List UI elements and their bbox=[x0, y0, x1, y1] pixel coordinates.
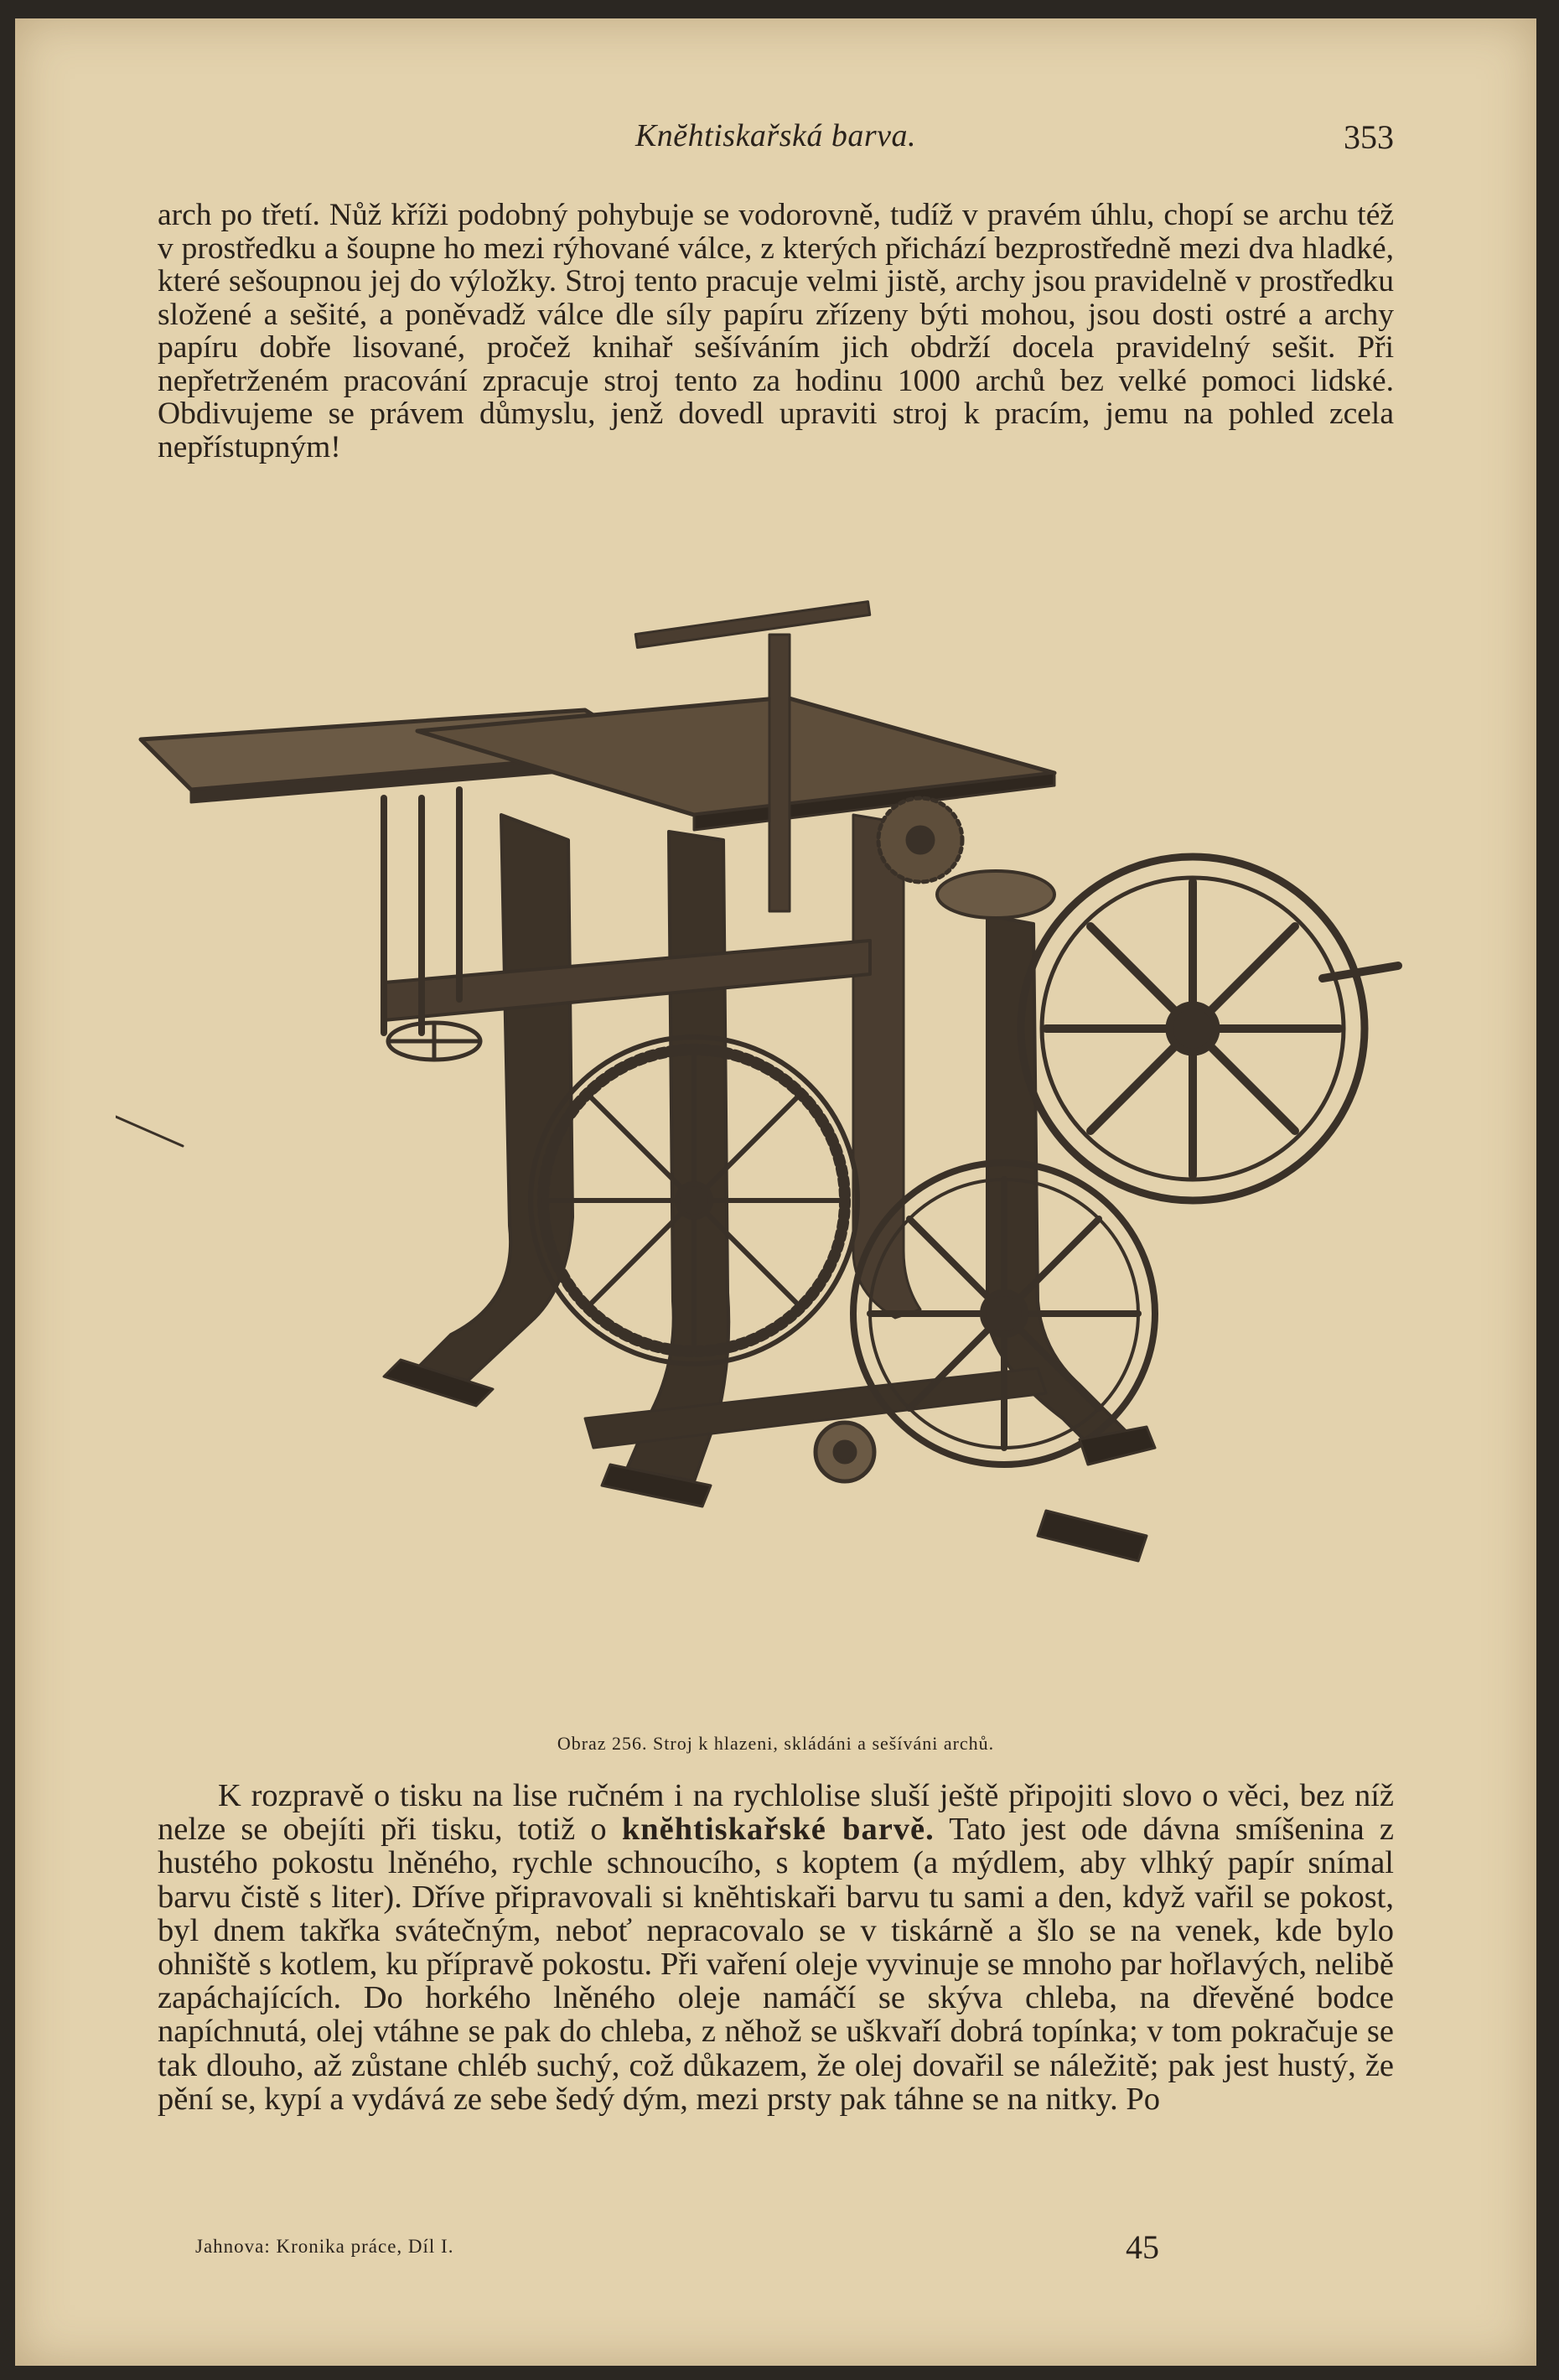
large-flywheel bbox=[1021, 857, 1365, 1200]
top-rod bbox=[635, 602, 870, 648]
running-title: Knĕhtiskařská barva. bbox=[634, 118, 917, 153]
main-paragraph bbox=[158, 1779, 1394, 2116]
figure-caption: Obraz 256. Stroj k hlazeni, skládáni a sešíváni archů. bbox=[557, 1733, 995, 1754]
frame-left-leg bbox=[417, 815, 572, 1381]
upper-gear bbox=[878, 798, 962, 882]
small-hand-wheel bbox=[388, 1023, 480, 1060]
book-page bbox=[15, 18, 1536, 2366]
frame-center-leg bbox=[627, 832, 728, 1481]
paragraph-text-start: K rozpravě o tisku na lise ručném i na rychlolise sluší ještě připojiti slovo o věci, bez níž nelze se obejíti při tisku, totiž o bbox=[158, 1778, 1394, 1848]
page-number: 353 bbox=[1344, 118, 1394, 156]
bottom-small-gear bbox=[816, 1423, 874, 1481]
page-header bbox=[158, 117, 1394, 168]
frame-back-leg bbox=[853, 815, 920, 1318]
page-footer bbox=[195, 2228, 1201, 2278]
upper-arm bbox=[769, 635, 790, 911]
machine-illustration bbox=[116, 563, 1423, 1729]
emphasized-term: knĕhtiskařské barvě. bbox=[621, 1812, 935, 1848]
top-paragraph: arch po třetí. Nůž kříži podobný pohybuje se vodorovně, tudíž v pravém úhlu, chopí se archu též v prostředku a šoupne ho mezi rýhované válce, z kterých přichází bezprostředně mezi dva hladké, které sešoupnou jej do výložky. Stroj tento pracuje velmi jistě, archy jsou pravidelně v prostředku složené a sešité, a poněvadž válce dle síly papíru zřízeny býti mohou, jsou dosti ostré a archy papíru dobře lisované, pročež knihař sešíváním jich obdrží docela pravidelný sešit. Při nepřetrženém pracování zpracuje stroj tento za hodinu 1000 archů bez velké pomoci lidské. Obdivujeme se právem důmyslu, jenž dovedl upraviti stroj k pracím, jemu na pohled zcela nepřístupným! bbox=[158, 198, 1394, 464]
engraving-drawing bbox=[116, 563, 1423, 1729]
book-signature: Jahnova: Kronika práce, Díl I. bbox=[195, 2236, 454, 2257]
front-wheel bbox=[853, 1163, 1155, 1465]
stray-mark bbox=[116, 1117, 183, 1146]
sheet-number: 45 bbox=[1126, 2228, 1159, 2266]
paragraph-text-end: Tato jest ode dávna smíšenina z hustého pokostu lněného, rychle schnoucího, s koptem (a mýdlem, aby vlhký papír snímal barvu čistě s liter). Dříve připravovali si knĕhtiskaři barvu tu sami a den, když vařil se pokost, byl dnem takřka svátečným, neboť nepracovalo se v tiskárně a šlo se na venek, kde bylo ohniště s kotlem, ku přípravě pokostu. Při vaření oleje vyvinuje se mnoho par hořlavých, nelibě zapáchajících. Do horkého lněného oleje namáčí se skýva chleba, na dřevěné bodce napíchnutá, olej vtáhne se pak do chleba, z něhož se uškvaří dobrá topínka; v tom pokračuje se tak dlouho, až zůstane chléb suchý, což důkazem, že olej dovařil se náležitě; pak jest hustý, že pění se, kypí a vydává ze sebe šedý dým, mezi prsty pak táhne se na nitky. Po bbox=[158, 1812, 1395, 2117]
large-gear bbox=[531, 1037, 857, 1364]
crank-disk bbox=[937, 871, 1054, 918]
foot-back bbox=[1038, 1511, 1147, 1561]
